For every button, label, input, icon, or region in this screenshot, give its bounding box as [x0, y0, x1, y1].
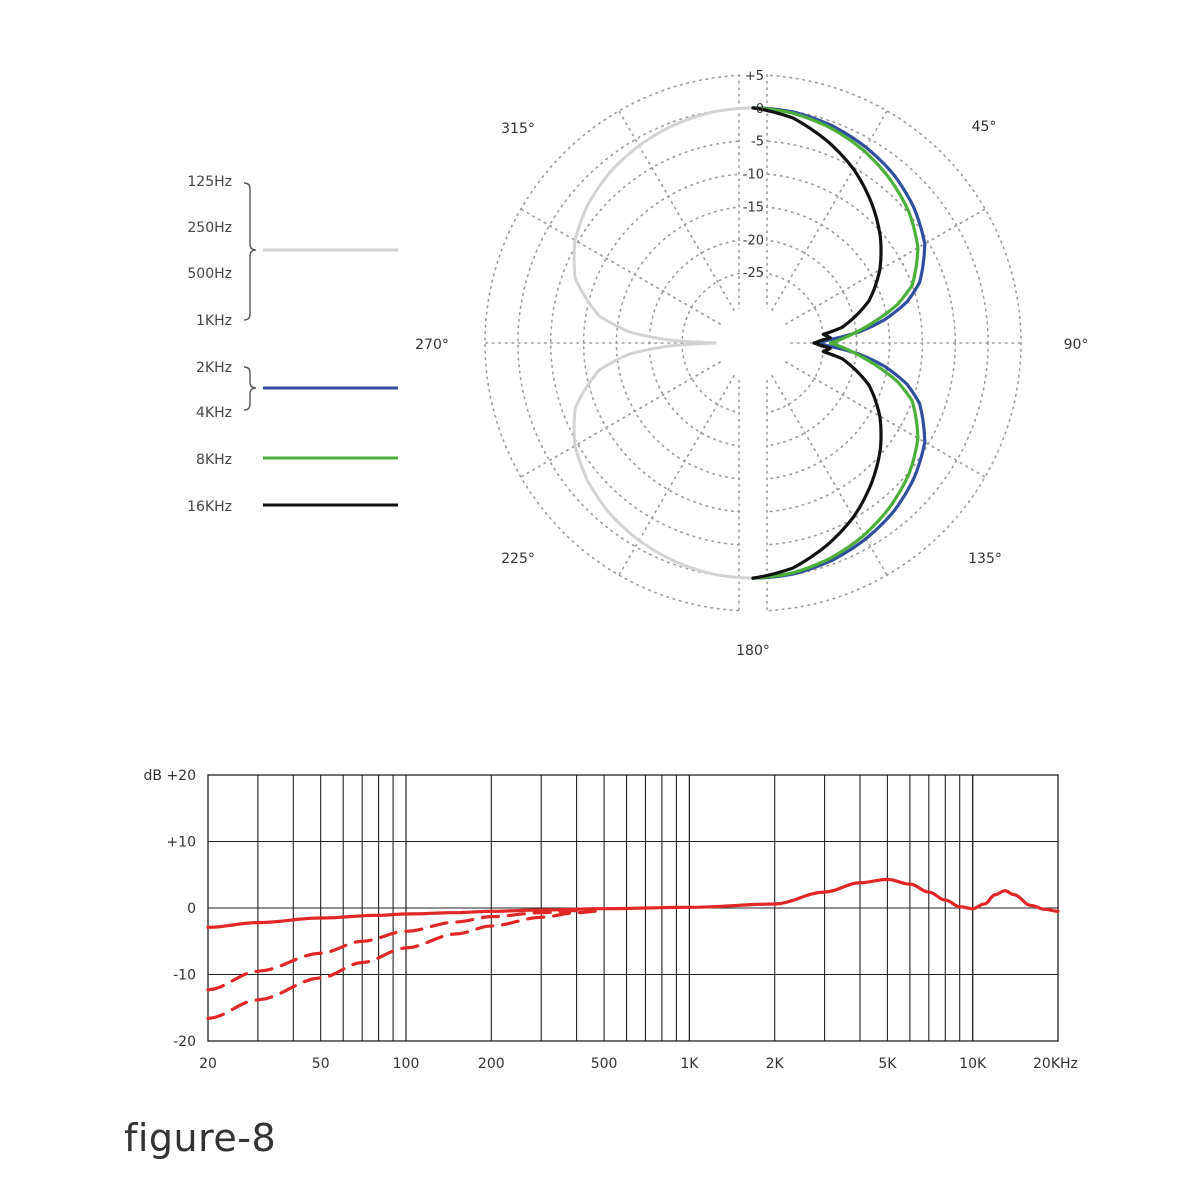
- polar-grid: [485, 69, 1021, 617]
- legend-label: 250Hz: [187, 220, 232, 236]
- frequency-y-tick-label: -20: [173, 1034, 196, 1050]
- legend-label: 8KHz: [196, 452, 232, 468]
- polar-radial-tick-label: 0: [755, 101, 764, 117]
- polar-spoke: [786, 209, 985, 324]
- legend-label: 1KHz: [196, 313, 232, 329]
- polar-radial-tick-label: -15: [742, 200, 764, 216]
- frequency-x-tick-label: 1K: [680, 1056, 699, 1072]
- legend-label: 2KHz: [196, 360, 232, 376]
- polar-radial-tick-label: +5: [744, 69, 764, 84]
- polar-spoke: [619, 376, 734, 575]
- legend-label: 4KHz: [196, 405, 232, 421]
- legend-brace: [244, 367, 256, 410]
- polar-spoke: [786, 362, 985, 477]
- frequency-x-tick-label: 100: [392, 1056, 420, 1072]
- frequency-y-tick-label: 0: [187, 901, 196, 917]
- figure-caption: figure-8: [124, 1116, 277, 1160]
- polar-angle-label: 315°: [501, 121, 535, 137]
- frequency-y-tick-label: +10: [166, 834, 196, 851]
- frequency-response-chart: [144, 768, 1078, 1072]
- polar-center-hole: [716, 306, 790, 380]
- polar-angle-label: 90°: [1063, 337, 1089, 353]
- polar-angle-label: 45°: [971, 119, 997, 135]
- polar-spoke: [619, 111, 734, 310]
- legend-brace: [244, 183, 256, 320]
- polar-angle-label: 270°: [415, 337, 449, 353]
- polar-radial-tick-label: -20: [742, 233, 764, 249]
- frequency-series-line: [208, 879, 1058, 927]
- polar-spoke: [521, 209, 720, 324]
- legend-label: 125Hz: [187, 174, 232, 190]
- polar-radial-tick-label: -25: [742, 266, 764, 282]
- frequency-x-ticks: [199, 1056, 1078, 1072]
- frequency-x-tick-label: 50: [311, 1056, 330, 1072]
- frequency-x-tick-label: 500: [590, 1056, 618, 1072]
- legend-label: 16KHz: [187, 499, 232, 515]
- frequency-y-ticks: [144, 768, 197, 1050]
- polar-spoke: [772, 111, 887, 310]
- polar-radial-tick-label: -10: [742, 167, 764, 183]
- frequency-x-tick-label: 5K: [878, 1056, 897, 1072]
- frequency-y-tick-label: -10: [173, 967, 196, 984]
- frequency-x-tick-label: 20: [199, 1056, 217, 1072]
- legend-label: 500Hz: [187, 266, 232, 282]
- polar-angle-label: 180°: [736, 643, 770, 659]
- frequency-x-tick-label: 2K: [765, 1056, 784, 1072]
- polar-spoke: [521, 362, 720, 477]
- frequency-y-tick-label: dB +20: [143, 768, 196, 784]
- polar-spoke: [772, 376, 887, 575]
- polar-pattern-chart: [415, 69, 1088, 659]
- polar-angle-label: 225°: [501, 551, 535, 567]
- polar-legend: [187, 174, 398, 515]
- frequency-x-tick-label: 10K: [959, 1056, 987, 1072]
- frequency-x-tick-label: 20KHz: [1033, 1056, 1078, 1072]
- polar-radial-tick-label: -5: [751, 134, 764, 150]
- polar-angle-label: 135°: [968, 551, 1002, 567]
- frequency-x-tick-label: 200: [477, 1056, 505, 1072]
- frequency-series: [208, 879, 1058, 1018]
